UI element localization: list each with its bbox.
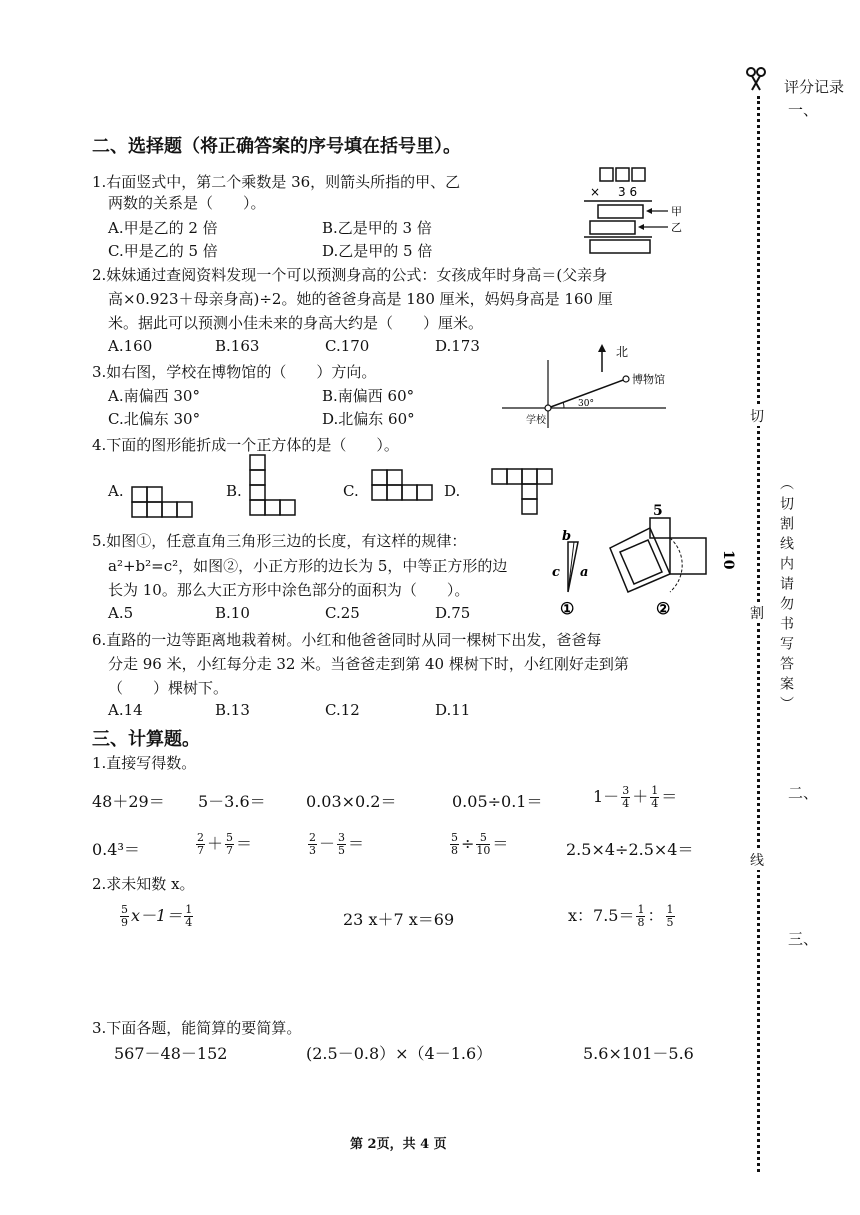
calc-r1-3: 0.03×0.2＝ — [306, 792, 397, 811]
q3-option-d: D.北偏东 60° — [322, 410, 415, 428]
q4-option-c: C. — [343, 482, 359, 500]
q6-line2: 分走 96 米，小红每分走 32 米。当爸爸走到第 40 棵树下时，小红刚好走到第 — [108, 655, 629, 673]
calc-r2-1: 0.4³＝ — [92, 840, 140, 859]
q6-line3: （ ）棵树下。 — [108, 679, 229, 697]
q5-figure-1 — [550, 530, 600, 620]
q1-line2: 两数的关系是（ ）。 — [108, 194, 266, 212]
q1-option-d: D.乙是甲的 5 倍 — [322, 242, 433, 260]
calc-part2-heading: 2.求未知数 x。 — [92, 875, 195, 893]
q6-option-c: C.12 — [325, 701, 360, 719]
q5-fig-1: ① — [560, 599, 575, 618]
q6-option-a: A.14 — [108, 701, 143, 719]
q5-fig-5: 5 — [653, 503, 663, 519]
q5-fig-10: 10 — [720, 550, 736, 570]
scissors-icon — [745, 66, 767, 92]
q4-option-b: B. — [226, 482, 242, 500]
calc-r1-1: 48＋29＝ — [92, 792, 165, 811]
q5-fig-b: b — [562, 529, 572, 544]
calc-r1-2: 5－3.6＝ — [198, 792, 266, 811]
q6-option-d: D.11 — [435, 701, 471, 719]
page-footer: 第 2页，共 4 页 — [350, 1137, 447, 1152]
q5-option-a: A.5 — [108, 604, 134, 622]
q3-line1: 3.如右图，学校在博物馆的（ ）方向。 — [92, 363, 377, 381]
q1-fig-yi: 乙 — [671, 221, 682, 234]
calc-r1-5: 1－ $\frac{3}{4}$ ＋ $\frac{1}{4}$ ＝ — [593, 784, 678, 810]
cut-label-1: 切 — [750, 406, 764, 426]
q3-option-b: B.南偏西 60° — [322, 387, 415, 405]
q5-fig-2: ② — [656, 599, 671, 618]
q4-net-b — [248, 454, 308, 520]
q5-fig-c: c — [552, 565, 560, 580]
q5-option-b: B.10 — [215, 604, 250, 622]
simplify-3: 5.6×101－5.6 — [583, 1044, 694, 1063]
q6-line1: 6.直路的一边等距离地栽着树。小红和他爸爸同时从同一棵树下出发，爸爸每 — [92, 631, 602, 649]
q5-line2: a²+b²=c²，如图②，小正方形的边长为 5，中等正方形的边 — [108, 557, 508, 575]
q6-option-b: B.13 — [215, 701, 250, 719]
q3-option-a: A.南偏西 30° — [108, 387, 200, 405]
q2-option-c: C.170 — [325, 337, 370, 355]
q3-fig-north: 北 — [616, 345, 629, 359]
calc-r2-3: $\frac{2}{3}$ － $\frac{3}{5}$ ＝ — [309, 831, 365, 857]
section3-title: 三、计算题。 — [92, 729, 200, 750]
q4-net-c — [370, 469, 440, 519]
dotted-cut-line — [757, 96, 760, 1172]
q1-option-a: A.甲是乙的 2 倍 — [108, 219, 218, 237]
calc-r2-4: $\frac{5}{8}$ ÷ $\frac{5}{10}$ ＝ — [451, 831, 509, 857]
q1-option-b: B.乙是甲的 3 倍 — [322, 219, 432, 237]
q4-option-a: A. — [108, 482, 124, 500]
q1-option-c: C.甲是乙的 5 倍 — [108, 242, 218, 260]
q5-option-c: C.25 — [325, 604, 360, 622]
q5-line3: 长为 10。那么大正方形中涂色部分的面积为（ ）。 — [108, 581, 470, 599]
q2-option-d: D.173 — [435, 337, 480, 355]
calc-r2-2: $\frac{2}{7}$ ＋ $\frac{5}{7}$ ＝ — [197, 831, 253, 857]
score-section-1: 一、 — [788, 101, 819, 119]
equation-1: $\frac{5}{9}$ x－1＝ $\frac{1}{4}$ — [121, 903, 193, 929]
q4-option-d: D. — [444, 482, 461, 500]
q4-net-a — [130, 486, 200, 520]
q1-fig-times: × — [590, 185, 601, 199]
cut-label-3: 线 — [750, 850, 764, 870]
calc-part1-heading: 1.直接写得数。 — [92, 754, 197, 772]
q2-line2: 高×0.923＋母亲身高)÷2。她的爸爸身高是 180 厘米，妈妈身高是 160 厘 — [108, 290, 613, 308]
calc-r1-4: 0.05÷0.1＝ — [452, 792, 543, 811]
q1-line1: 1.右面竖式中，第二个乘数是 36，则箭头所指的甲、乙 — [92, 173, 461, 191]
q3-option-c: C.北偏东 30° — [108, 410, 201, 428]
q3-fig-museum: 博物馆 — [632, 373, 665, 386]
q5-option-d: D.75 — [435, 604, 471, 622]
equation-3: x：7.5＝ $\frac{1}{8}$ ： $\frac{1}{5}$ — [568, 903, 674, 929]
cut-label-2: 割 — [750, 603, 764, 623]
q2-option-b: B.163 — [215, 337, 260, 355]
q5-line1: 5.如图①，任意直角三角形三边的长度，有这样的规律： — [92, 532, 467, 550]
simplify-1: 567－48－152 — [114, 1044, 228, 1063]
calc-part3-heading: 3.下面各题，能简算的要简算。 — [92, 1019, 302, 1037]
calc-r2-5: 2.5×4÷2.5×4＝ — [566, 840, 694, 859]
q1-fig-digits: 3 6 — [618, 185, 638, 199]
q5-figure-2 — [600, 503, 736, 620]
score-record-title: 评分记录 — [784, 78, 845, 96]
q4-line1: 4.下面的图形能折成一个正方体的是（ ）。 — [92, 436, 399, 454]
q3-direction-figure — [498, 342, 678, 430]
score-section-2: 二、 — [788, 784, 819, 802]
q3-fig-angle: 30° — [578, 399, 594, 409]
q3-fig-school: 学校 — [526, 415, 546, 426]
q4-net-d — [490, 468, 570, 524]
q2-line3: 米。据此可以预测小佳未来的身高大约是（ ）厘米。 — [108, 314, 484, 332]
section2-title: 二、选择题（将正确答案的序号填在括号里）。 — [92, 136, 461, 157]
q2-option-a: A.160 — [108, 337, 153, 355]
score-section-3: 三、 — [788, 930, 819, 948]
q2-line1: 2.妹妹通过查阅资料发现一个可以预测身高的公式：女孩成年时身高＝(父亲身 — [92, 266, 608, 284]
q1-fig-jia: 甲 — [671, 205, 682, 218]
equation-2: 23 x＋7 x＝69 — [343, 910, 455, 929]
q5-fig-a: a — [580, 565, 589, 580]
q1-multiplication-figure — [580, 166, 700, 256]
simplify-2: (2.5－0.8）×（4－1.6） — [306, 1044, 493, 1063]
no-writing-notice: （切割线内请勿书写答案） — [778, 476, 794, 716]
